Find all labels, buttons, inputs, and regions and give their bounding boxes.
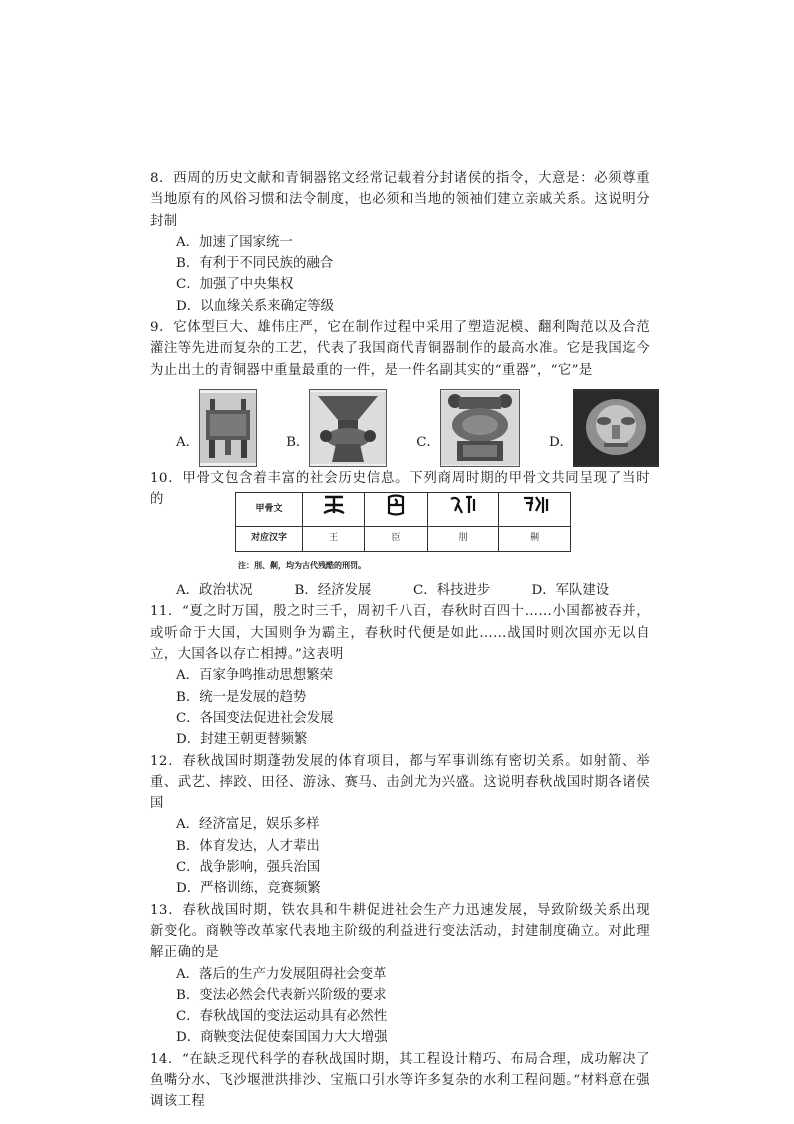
oracle-glyph-yue [427, 492, 499, 526]
exam-page [150, 168, 650, 1113]
oracle-bone-table [235, 492, 571, 552]
table-note: 注：刖、劓，均为古代残酷的刑罚。 [238, 559, 366, 570]
lei-vessel-image[interactable] [440, 389, 520, 467]
hanzi-cell: 臣 [365, 526, 427, 551]
bronze-mask-image[interactable] [573, 389, 659, 467]
table-header-oracle: 甲骨文 [236, 492, 303, 526]
q11-option-c[interactable]: C．各国变法促进社会发展 [176, 710, 334, 726]
q8-option-c[interactable]: C．加强了中央集权 [176, 277, 294, 293]
q13-option-d[interactable]: D．商鞅变法促使秦国国力大大增强 [176, 1030, 388, 1046]
q14-stem: 14．“在缺乏现代科学的春秋战国时期，其工程设计精巧、布局合理，成功解决了鱼嘴分水、飞沙堰泄洪排沙、宝瓶口引水等许多复杂的水利工程问题。”材料意在强调该工程 [150, 1051, 650, 1110]
oracle-glyph-chen [365, 492, 427, 526]
q9-label-b[interactable]: B． [286, 434, 310, 450]
oracle-glyph-yi [499, 492, 571, 526]
q10-option-a[interactable]: A．政治状况 [176, 583, 253, 599]
hanzi-cell: 刖 [427, 526, 499, 551]
q10-options [150, 580, 650, 601]
q13-options [150, 964, 650, 1049]
q12-options [150, 814, 650, 899]
q10-option-b[interactable]: B．经济发展 [294, 583, 372, 599]
q9-label-c[interactable]: C． [416, 434, 440, 450]
q10-option-c[interactable]: C．科技进步 [413, 583, 491, 599]
q12-stem: 12．春秋战国时期蓬勃发展的体育项目，都与军事训练有密切关系。如射箭、举重、武艺、摔跤、田径、游泳、赛马、击剑尤为兴盛。这说明春秋战国时期各诸侯国 [150, 753, 650, 812]
q8-option-d[interactable]: D．以血缘关系来确定等级 [176, 298, 335, 314]
q11-option-b[interactable]: B．统一是发展的趋势 [176, 689, 307, 705]
q8-option-b[interactable]: B．有利于不同民族的融合 [176, 256, 334, 272]
q9-label-a[interactable]: A． [176, 434, 200, 450]
q8-option-a[interactable]: A．加速了国家统一 [176, 234, 293, 250]
q11-option-d[interactable]: D．封建王朝更替频繁 [176, 732, 308, 748]
table-header-hanzi: 对应汉字 [236, 526, 303, 551]
hanzi-cell: 王 [303, 526, 365, 551]
q11-options [150, 665, 650, 750]
q13-option-b[interactable]: B．变法必然会代表新兴阶级的要求 [176, 987, 387, 1003]
q10-stem: 10．甲骨文包含着丰富的社会历史信息。下列商周时期的甲骨文共同呈现了当时的 [150, 470, 650, 508]
q8-stem: 8．西周的历史文献和青铜器铭文经常记载着分封诸侯的指令，大意是：必须尊重当地原有的风俗习惯和法令制度，也必须和当地的领袖们建立亲戚关系。这说明分封制 [150, 171, 650, 229]
q12-option-d[interactable]: D．严格训练，竞赛频繁 [176, 881, 321, 897]
q12-option-b[interactable]: B．体育发达，人才辈出 [176, 838, 320, 854]
q12-option-a[interactable]: A．经济富足，娱乐多样 [176, 817, 320, 833]
q13-stem: 13．春秋战国时期，铁农具和牛耕促进社会生产力迅速发展，导致阶级关系出现新变化。商鞅等改革家代表地主阶级的利益进行变法活动，封建制度确立。对此理解正确的是 [150, 902, 650, 961]
q10-option-d[interactable]: D．军队建设 [531, 583, 610, 599]
q11-option-a[interactable]: A．百家争鸣推动思想繁荣 [176, 668, 333, 684]
q10-block [150, 468, 650, 580]
q9-label-d[interactable]: D． [548, 434, 574, 450]
q9-image-options [150, 383, 650, 467]
q12-option-c[interactable]: C．战争影响，强兵治国 [176, 860, 321, 876]
q8-options [150, 232, 650, 317]
q13-option-a[interactable]: A．落后的生产力发展阻碍社会变革 [176, 966, 387, 982]
zun-vessel-image[interactable] [309, 389, 387, 467]
oracle-glyph-wang [303, 492, 365, 526]
q13-option-c[interactable]: C．春秋战国的变法运动具有必然性 [176, 1009, 388, 1025]
q9-stem: 9．它体型巨大、雄伟庄严，它在制作过程中采用了塑造泥模、翻利陶范以及合范灌注等先进而复杂的工艺，代表了我国商代青铜器制作的最高水准。它是我国迄今为止出土的青铜器中重量最重的一件，是一件名副其实的“重器”，“它”是 [150, 320, 650, 378]
q11-stem: 11．“夏之时万国，殷之时三千，周初千八百，春秋时百四十……小国都被吞并，或听命于大国，大国则争为霸主，春秋时代便是如此……战国时则次国亦无以自立，大国各以存亡相搏。”这表明 [150, 604, 650, 663]
hanzi-cell: 劓 [499, 526, 571, 551]
ding-vessel-image[interactable] [199, 389, 257, 467]
